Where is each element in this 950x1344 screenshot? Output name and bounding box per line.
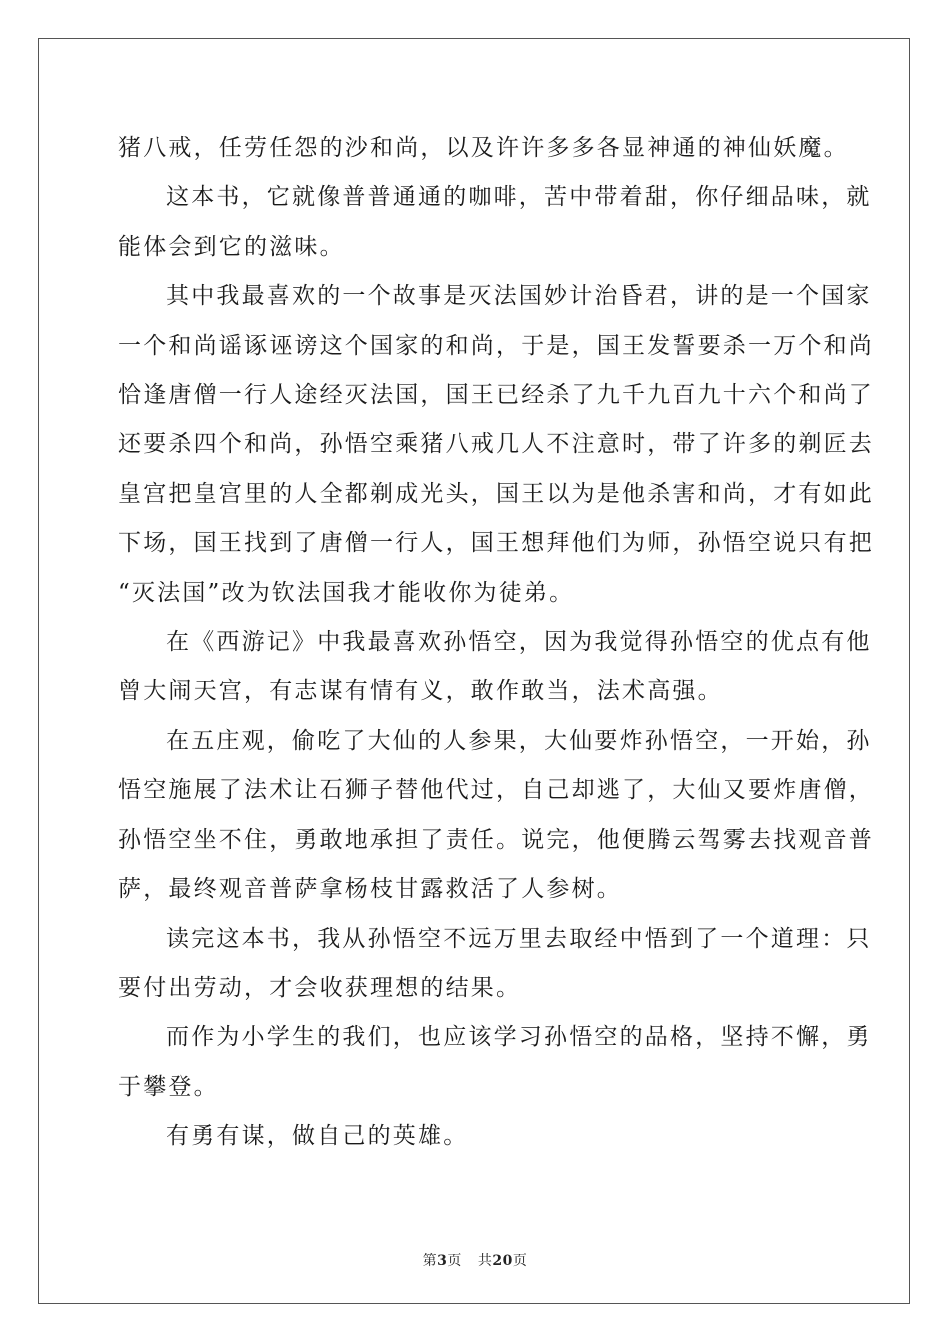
page-prefix: 第 bbox=[422, 1253, 438, 1269]
paragraph bbox=[118, 173, 872, 272]
paragraph bbox=[118, 272, 874, 618]
paragraph bbox=[118, 124, 849, 173]
page-number: 3 bbox=[437, 1253, 448, 1269]
text-line: 萨，最终观音普萨拿杨枝甘露救活了人参树。 bbox=[118, 876, 622, 903]
text-line: 这本书，它就像普普通通的咖啡，苦中带着甜，你仔细品味，就 bbox=[166, 184, 872, 211]
paragraph bbox=[118, 915, 872, 1014]
text-line: 皇宫把皇宫里的人全都剃成光头，国王以为是他杀害和尚，才有如此 bbox=[118, 480, 874, 507]
page-suffix: 页 bbox=[447, 1253, 462, 1269]
text-line: 一个和尚谣诼诬谤这个国家的和尚，于是，国王发誓要杀一万个和尚 bbox=[118, 332, 874, 359]
text-line: 悟空施展了法术让石狮子替他代过，自己却逃了，大仙又要炸唐僧， bbox=[118, 777, 874, 804]
text-line: 而作为小学生的我们，也应该学习孙悟空的品格，坚持不懈，勇 bbox=[166, 1024, 872, 1051]
text-line: 孙悟空坐不住，勇敢地承担了责任。说完，他便腾云驾雾去找观音普 bbox=[118, 826, 874, 853]
text-line: 恰逢唐僧一行人途经灭法国，国王已经杀了九千九百九十六个和尚了 bbox=[118, 382, 874, 409]
text-line: 要付出劳动，才会收获理想的结果。 bbox=[118, 974, 522, 1001]
page-footer bbox=[0, 1250, 950, 1270]
document-body bbox=[118, 124, 874, 1162]
text-line: 读完这本书，我从孙悟空不远万里去取经中悟到了一个道理：只 bbox=[166, 925, 872, 952]
paragraph bbox=[118, 1013, 872, 1112]
text-line: 于攀登。 bbox=[118, 1073, 219, 1100]
text-line: 曾大闹天宫，有志谋有情有义，敢作敢当，法术高强。 bbox=[118, 678, 723, 705]
text-line: 还要杀四个和尚，孙悟空乘猪八戒几人不注意时，带了许多的剃匠去 bbox=[118, 431, 874, 458]
text-line: 猪八戒，任劳任怨的沙和尚，以及许许多多各显神通的神仙妖魔。 bbox=[118, 135, 849, 161]
paragraph bbox=[118, 717, 874, 915]
text-line: 能体会到它的滋味。 bbox=[118, 233, 345, 260]
total-prefix: 共 bbox=[477, 1253, 493, 1269]
paragraph bbox=[118, 618, 872, 717]
total-pages: 20 bbox=[492, 1253, 513, 1269]
text-line: 有勇有谋，做自己的英雄。 bbox=[166, 1123, 469, 1150]
text-line: 在《西游记》中我最喜欢孙悟空，因为我觉得孙悟空的优点有他 bbox=[166, 629, 872, 656]
text-line: 下场，国王找到了唐僧一行人，国王想拜他们为师，孙悟空说只有把 bbox=[118, 530, 874, 557]
total-suffix: 页 bbox=[512, 1253, 528, 1269]
text-line: 其中我最喜欢的一个故事是灭法国妙计治昏君，讲的是一个国家 bbox=[166, 283, 872, 310]
text-line: 在五庄观，偷吃了大仙的人参果，大仙要炸孙悟空，一开始，孙 bbox=[166, 727, 872, 754]
paragraph bbox=[118, 1112, 832, 1161]
text-line: “灭法国”改为钦法国我才能收你为徒弟。 bbox=[118, 579, 575, 606]
